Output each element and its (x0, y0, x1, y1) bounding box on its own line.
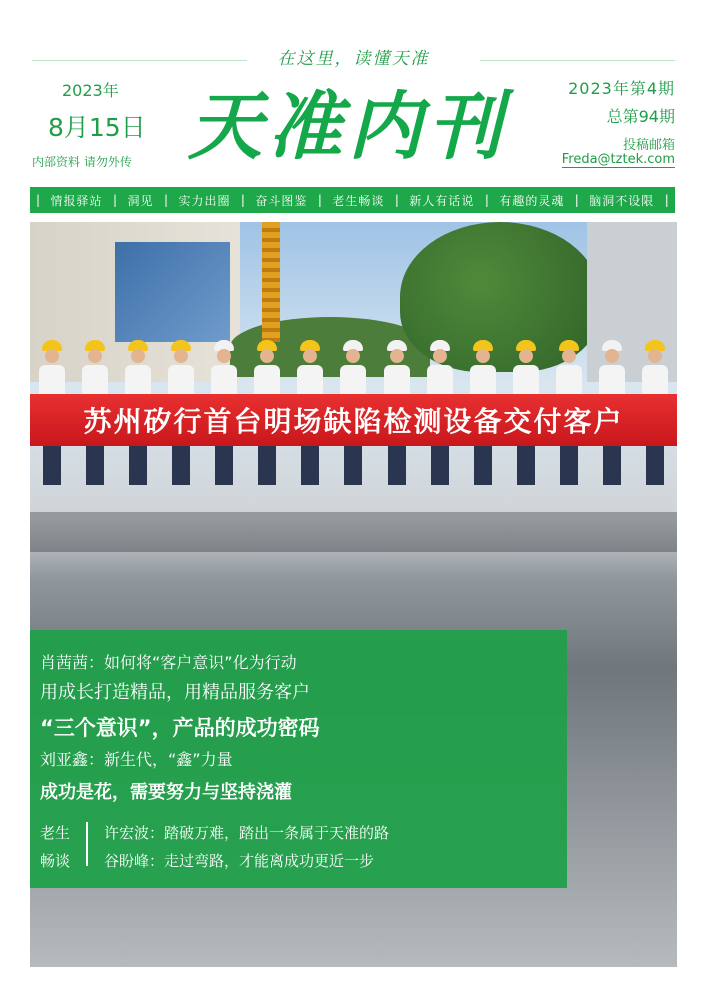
submit-email-link[interactable]: Freda@tztek.com (561, 152, 675, 167)
headline-5[interactable]: 成功是花，需要努力与坚持浇灌 (40, 782, 292, 803)
total-issue: 总第94期 (606, 107, 675, 126)
submit-label: 投稿邮箱 (622, 138, 675, 153)
headline-2[interactable]: 用成长打造精品，用精品服务客户 (40, 682, 310, 703)
issue-date: 8月15日 (48, 113, 146, 142)
red-banner (30, 394, 677, 446)
nav-item-souls[interactable]: 有趣的灵魂 (499, 193, 565, 208)
column-item-2[interactable]: 谷盼峰：走过弯路，才能离成功更近一步 (104, 852, 375, 870)
headlines-box (30, 630, 567, 888)
column-label-top: 老生 (40, 824, 71, 842)
building-windows (115, 242, 230, 342)
nav-item-veterans[interactable]: 老生畅谈 (332, 193, 385, 208)
internal-note: 内部资料 请勿外传 (32, 155, 132, 169)
banner-text: 苏州矽行首台明场缺陷检测设备交付客户 (83, 405, 624, 438)
nav-item-intel[interactable]: 情报驿站 (50, 193, 103, 208)
crane (262, 222, 280, 342)
section-nav: | 情报驿站 | 洞见 | 实力出圈 | 奋斗图鉴 | 老生畅谈 | 新人有话说 | 有趣的灵魂 | 脑洞不设限 | (30, 187, 675, 213)
issue-number: 2023年第4期 (568, 79, 675, 98)
headline-3[interactable]: “三个意识”，产品的成功密码 (40, 716, 320, 740)
nav-item-struggle[interactable]: 奋斗图鉴 (255, 193, 308, 208)
headline-4[interactable]: 刘亚鑫：新生代，“鑫”力量 (40, 750, 233, 769)
masthead-title: 天准内刊 (188, 84, 508, 170)
nav-item-strength[interactable]: 实力出圈 (178, 193, 231, 208)
nav-item-ideas[interactable]: 脑洞不设限 (589, 193, 655, 208)
issue-year: 2023年 (62, 81, 119, 100)
column-item-1[interactable]: 许宏波：踏破万难，踏出一条属于天准的路 (104, 824, 390, 842)
column-label-bottom: 畅谈 (40, 852, 71, 870)
headline-1[interactable]: 肖茜茜：如何将“客户意识”化为行动 (40, 653, 297, 672)
slogan: 在这里，读懂天准 (277, 49, 430, 69)
column-divider (86, 822, 88, 866)
nav-item-insight[interactable]: 洞见 (127, 193, 154, 208)
nav-item-newcomers[interactable]: 新人有话说 (409, 193, 475, 208)
